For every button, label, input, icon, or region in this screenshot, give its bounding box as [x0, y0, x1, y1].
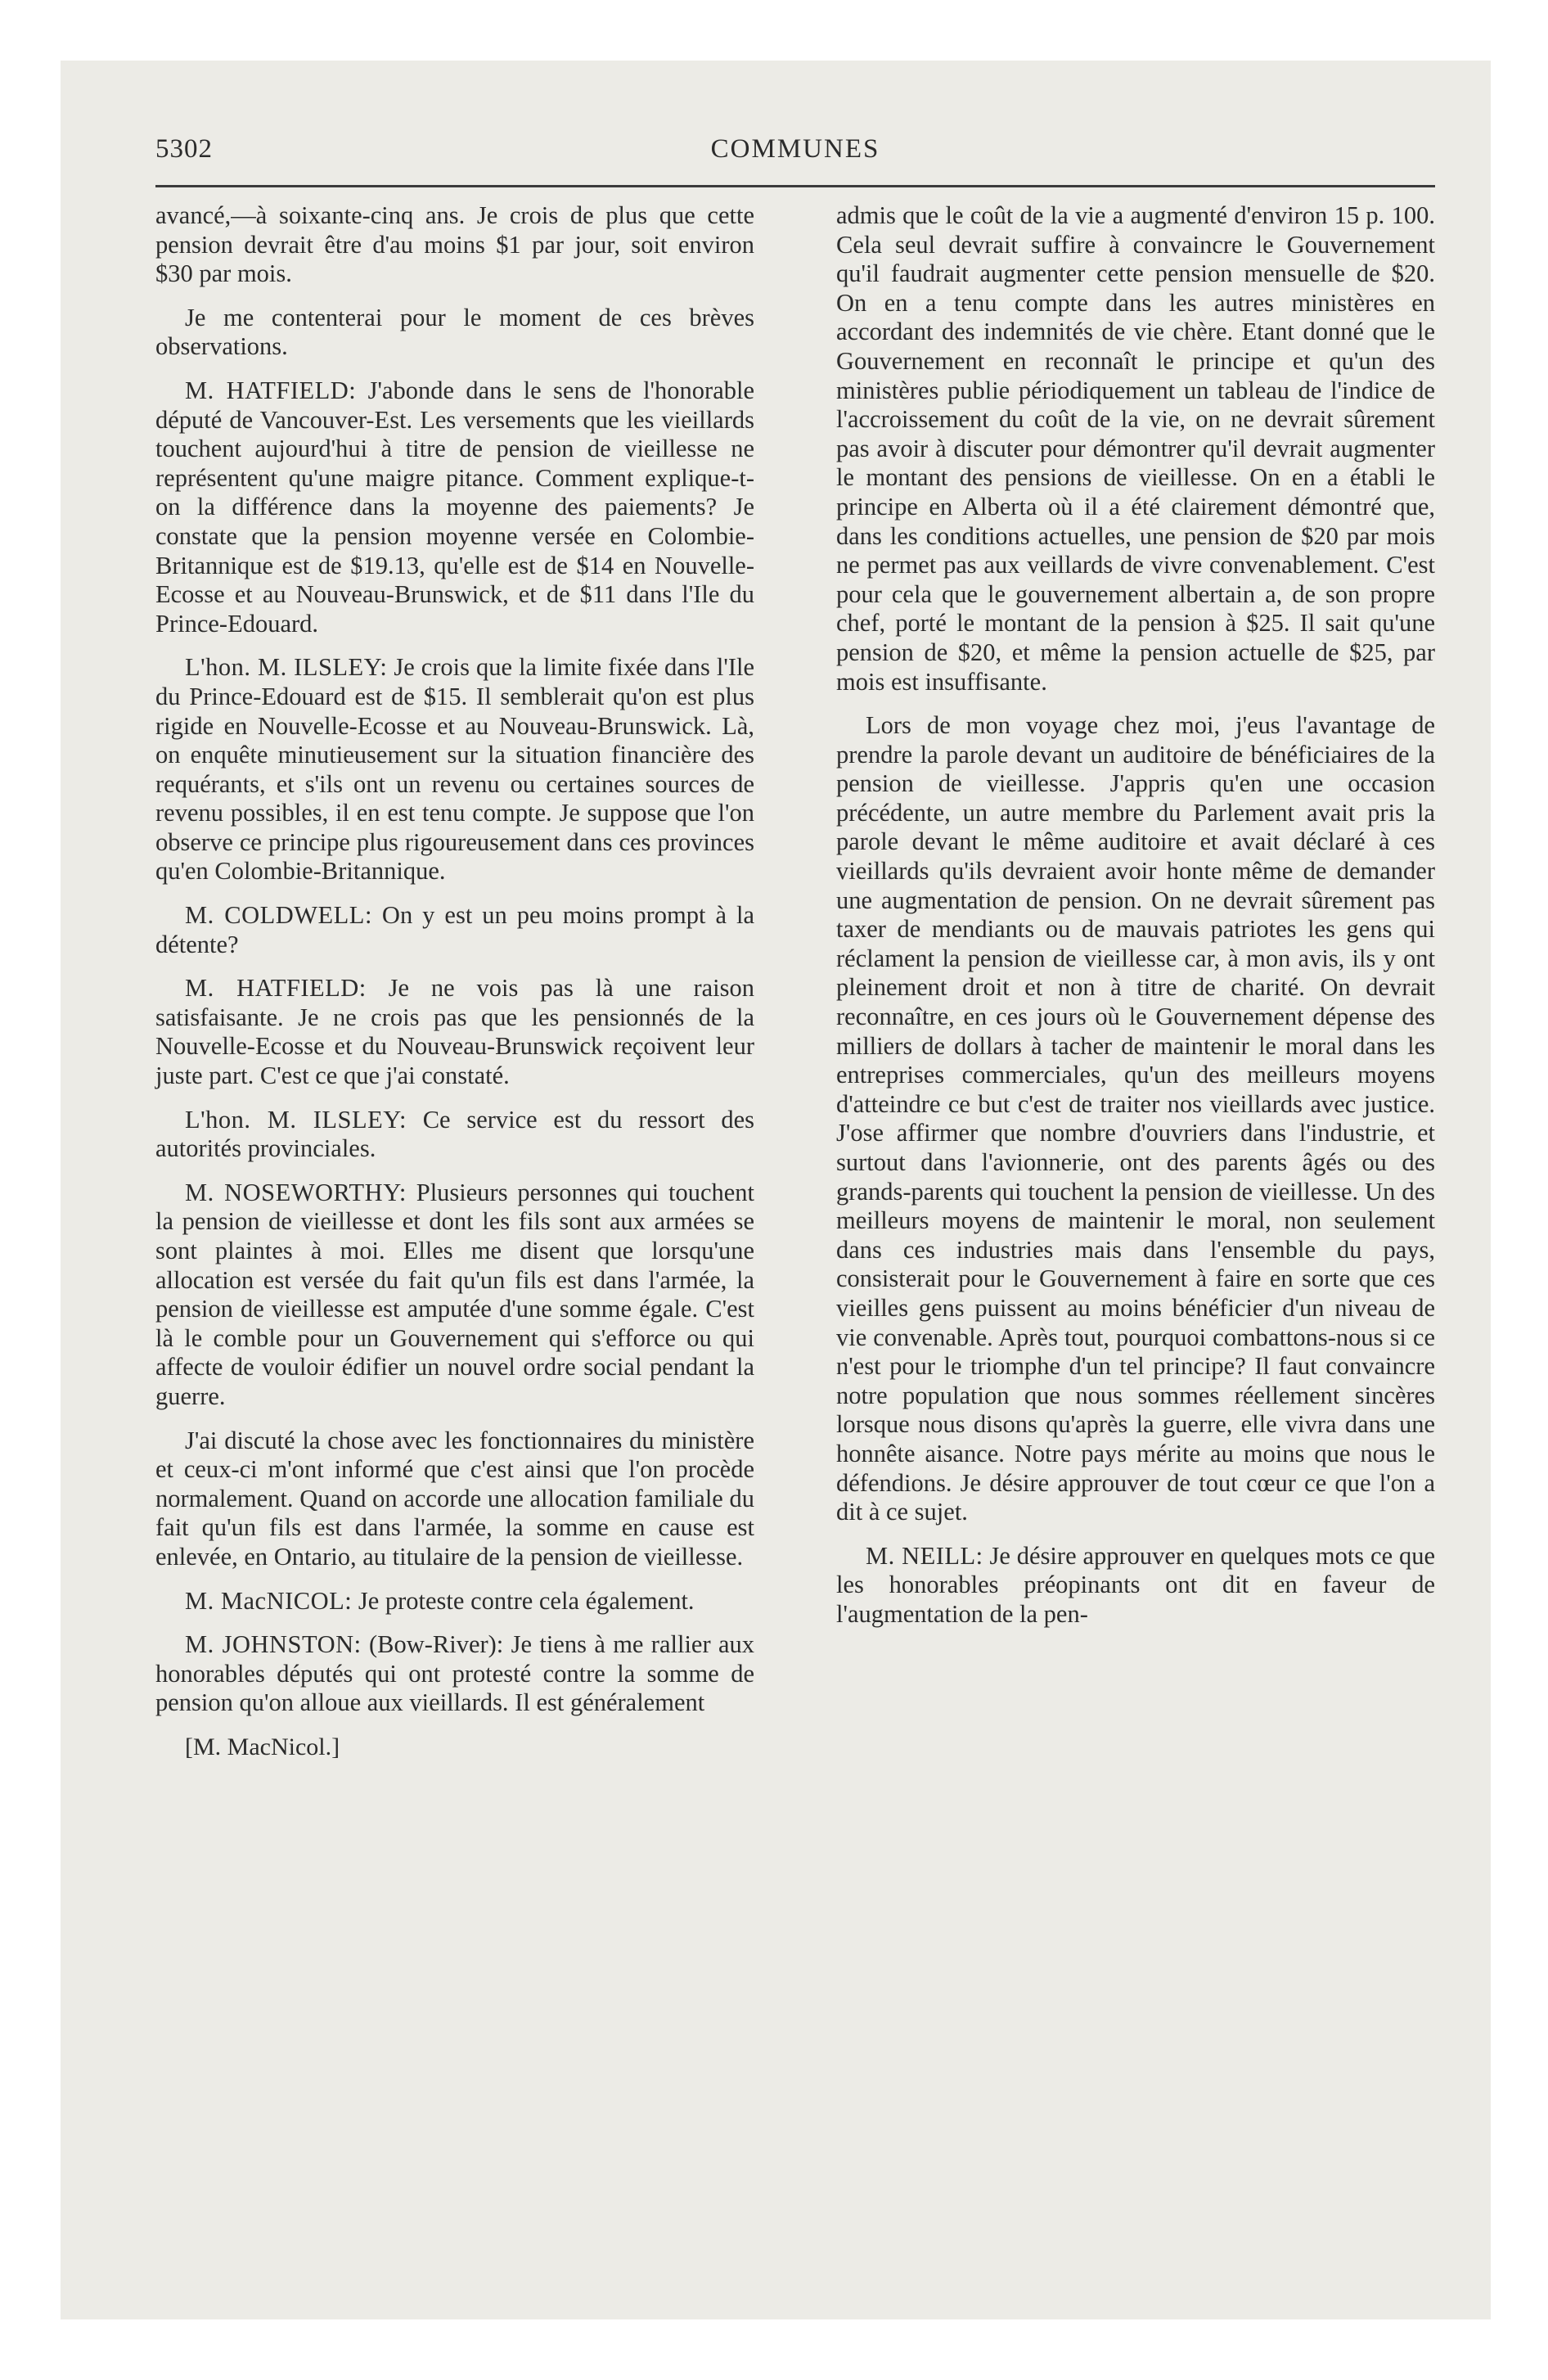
speaker-name: M. MacNICOL: — [185, 1586, 353, 1615]
paragraph-text: avancé,—à soixante-cinq ans. Je crois de plus que cette pension devrait être d'au moins $1 par jour, soit environ $30 par mois. — [155, 201, 754, 288]
running-head: COMMUNES — [710, 134, 880, 164]
speaker-name: M. HATFIELD: — [185, 974, 367, 1003]
paragraph — [155, 304, 754, 362]
speaker-name: M. COLDWELL: — [185, 901, 372, 930]
paragraph — [836, 201, 1435, 696]
speaker-name: M. NOSEWORTHY: — [185, 1178, 407, 1206]
paragraph-text: Je désire approuver en quelques mots ce que les honorables préopinants ont dit en faveur de l'augmentation de la pen- — [836, 1541, 1435, 1628]
left-paragraphs — [155, 201, 754, 1718]
paragraph-text: J'ai discuté la chose avec les fonctionnaires du ministère et ceux-ci m'ont informé que c'est ainsi que l'on procède normalement. Quand on accorde une allocation familiale du fait qu'un fils est dans l'armée, la somme en cause est enlevée, en Ontario, au titulaire de la pension de vieillesse. — [155, 1426, 754, 1571]
paragraph — [155, 1587, 754, 1616]
speaker-name: L'hon. M. ILSLEY: — [185, 1105, 407, 1134]
speaker-name: M. NEILL: — [866, 1541, 983, 1570]
paragraph-text: Ce service est du ressort des autorités provinciales. — [155, 1105, 755, 1163]
paragraph — [836, 711, 1435, 1527]
paragraph — [155, 1106, 754, 1164]
speaker-name: M. HATFIELD: — [185, 376, 357, 404]
paragraph-text: On y est un peu moins prompt à la détente? — [155, 901, 754, 958]
paragraph — [155, 653, 754, 886]
page-number: 5302 — [155, 134, 213, 164]
paragraph — [155, 376, 754, 638]
paragraph-text: Je ne vois pas là une raison satisfaisante. Je ne crois pas que les pensionnés de la Nouvelle-Ecosse et du Nouveau-Brunswick reçoivent leur juste part. C'est ce que j'ai constaté. — [155, 974, 755, 1090]
paragraph-text: Je me contenterai pour le moment de ces brèves observations. — [155, 303, 754, 361]
paragraph — [155, 1630, 754, 1718]
header-rule — [155, 185, 1435, 187]
page-header — [155, 134, 1435, 175]
paragraph-text: Plusieurs personnes qui touchent la pension de vieillesse et dont les fils sont aux armées se sont plaintes à moi. Elles me disent que lorsqu'une allocation est versée du fait qu'un fils est dans l'armée, la pension de vieillesse est amputée d'une somme égale. C'est là le comble pour un Gouvernement qui s'efforce ou qui affecte de vouloir édifier un nouvel ordre social pendant la guerre. — [155, 1178, 755, 1410]
right-column — [836, 201, 1435, 1644]
speaker-name: M. JOHNSTON: — [185, 1630, 362, 1659]
paragraph — [155, 974, 754, 1090]
paragraph — [155, 1179, 754, 1412]
paragraph-text: Je crois que la limite fixée dans l'Ile du Prince-Edouard est de $15. Il semblerait qu'on est plus rigide en Nouvelle-Ecosse et au Nouveau-Brunswick. Là, on enquête minutieusement sur la situation financière des requérants, et s'ils ont un revenu ou certaines sources de revenu possibles, il en est tenu compte. Je suppose que l'on observe ce principe plus rigoureusement dans ces provinces qu'en Colombie-Britannique. — [155, 653, 754, 886]
speaker-name: L'hon. M. ILSLEY: — [185, 653, 388, 682]
right-paragraphs — [836, 201, 1435, 1629]
paragraph — [836, 1542, 1435, 1629]
footnote-speaker-ref: [M. MacNicol.] — [185, 1733, 340, 1760]
left-column — [155, 201, 754, 1762]
paragraph — [155, 1427, 754, 1572]
paragraph-text: (Bow-River): Je tiens à me rallier aux honorables députés qui ont protesté contre la somme de pension qu'on alloue aux vieillards. Il est généralement — [155, 1630, 754, 1717]
paragraph — [155, 201, 754, 289]
paragraph-text: admis que le coût de la vie a augmenté d'environ 15 p. 100. Cela seul devrait suffire à convaincre le Gouvernement qu'il faudrait augmenter cette pension mensuelle de $20. On en a tenu compte dans les autres ministères en accordant des indemnités de vie chère. Etant donné que le Gouvernement en reconnaît le principe et qu'un des ministères publie périodiquement un tableau de l'indice de l'accroissement du coût de la vie, on ne devrait sûrement pas avoir à discuter pour démontrer qu'il devrait augmenter le montant des pensions de vieillesse. On en a établi le principe en Alberta où il a été clairement démontré que, dans les conditions actuelles, une pension de $20 par mois ne permet pas aux veillards de vivre convenablement. C'est pour cela que le gouvernement albertain a, de son propre chef, porté le montant de la pension à $25. Il sait qu'une pension de $20, et même la pension actuelle de $25, par mois est insuffisante. — [836, 201, 1435, 696]
paragraph — [155, 901, 754, 959]
paragraph-text: Je proteste contre cela également. — [358, 1586, 695, 1615]
paragraph-text: J'abonde dans le sens de l'honorable député de Vancouver-Est. Les versements que les vieillards touchent aujourd'hui à titre de pension de vieillesse ne représentent qu'une maigre pitance. Comment explique-t-on la différence dans la moyenne des paiements? Je constate que la pension moyenne versée en Colombie-Britannique est de $19.13, qu'elle est de $14 en Nouvelle-Ecosse et au Nouveau-Brunswick, et de $11 dans l'Ile du Prince-Edouard. — [155, 376, 754, 638]
paragraph-text: Lors de mon voyage chez moi, j'eus l'avantage de prendre la parole devant un auditoire de bénéficiaires de la pension de vieillesse. J'appris qu'en une occasion précédente, un autre membre du Parlement avait pris la parole devant le même auditoire et avait déclaré à ces vieillards qu'ils devraient avoir honte même de demander une augmentation de pension. On ne devrait sûrement pas taxer de mendiants ou de mauvais patriotes les gens qui réclament la pension de vieillesse car, à mon avis, ils y ont pleinement droit et non à titre de charité. On devrait reconnaître, en ces jours où le Gouvernement dépense des milliers de dollars à tacher de maintenir le moral dans les entreprises commerciales, qu'un des meilleurs moyens d'atteindre ce but c'est de traiter nos vieillards avec justice. J'ose affirmer que nombre d'ouvriers dans l'industrie, et surtout dans l'avionnerie, ont des parents âgés ou des grands-parents qui touchent la pension de vieillesse. Un des meilleurs moyens de maintenir le moral, non seulement dans ces industries mais dans l'ensemble du pays, consisterait pour le Gouvernement à faire en sorte que ces vieilles gens puissent au moins bénéficier d'un niveau de vie convenable. Après tout, pourquoi combattons-nous si ce n'est pour le triomphe d'un tel principe? Il faut convaincre notre population que nous sommes réellement sincères lorsque nous disons qu'après la guerre, elle vivra dans une honnête aisance. Notre pays mérite au moins que nous le défendions. Je désire approuver de tout cœur ce que l'on a dit à ce sujet. — [836, 711, 1435, 1526]
